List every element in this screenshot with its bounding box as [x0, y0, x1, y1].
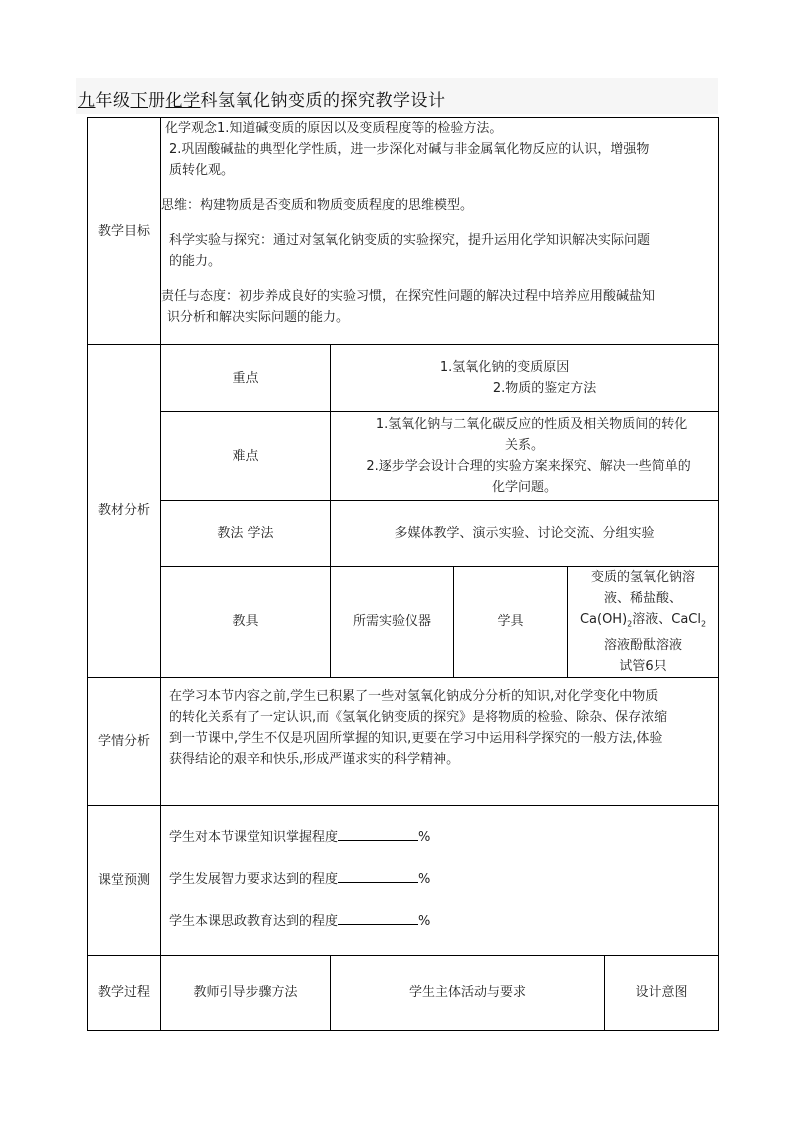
- goal-line: 科学实验与探究：通过对氢氧化钠变质的实验探究，提升运用化学知识解决实际问题 的能力。: [169, 233, 651, 269]
- student-tools-value: 变质的氢氧化钠溶 液、稀盐酸、 $Ca(OH)_2$溶液、CaCl$_2$ 溶液酚酞溶液 试管6只: [568, 567, 719, 678]
- title-text: 年级: [95, 91, 131, 111]
- fill-blank[interactable]: [338, 870, 418, 883]
- title-grade: 九: [78, 91, 96, 111]
- situation-content: 在学习本节内容之前,学生已积累了一些对氢氧化钠成分分析的知识,对化学变化中物质 的转化关系有了一定认识,而《氢氧化钠变质的探究》是将物质的检验、除杂、保存浓缩 到一节课中,学生不仅是巩固所掌握的知识,更要在学习中运用科学探究的一般方法,体验 获得结论的艰辛和快乐,形成严谨求实的科学精神。: [161, 677, 719, 805]
- page-title: [78, 86, 446, 111]
- process-col-student: 学生主体活动与要求: [331, 955, 605, 1030]
- prediction-item: 学生发展智力要求达到的程度 %: [169, 872, 431, 888]
- key-label: 重点: [161, 345, 331, 412]
- student-tools-label: 学具: [454, 567, 568, 678]
- lesson-plan-table: [87, 117, 719, 1031]
- goal-line: 思维：构建物质是否变质和物质变质程度的思维模型。: [161, 198, 474, 213]
- method-label: 教法 学法: [161, 501, 331, 567]
- fill-blank[interactable]: [338, 828, 418, 841]
- method-value: 多媒体教学、演示实验、讨论交流、分组实验: [331, 501, 719, 567]
- process-col-intent: 设计意图: [605, 955, 719, 1030]
- situation-label: 学情分析: [88, 677, 161, 805]
- material-label: 教材分析: [88, 345, 161, 678]
- goals-content: [161, 118, 719, 345]
- title-text: 册: [148, 91, 166, 111]
- prediction-label: 课堂预测: [88, 805, 161, 955]
- key-content: 1.氢氧化钠的变质原因 2.物质的鉴定方法: [331, 345, 719, 412]
- tools-value: 所需实验仪器: [331, 567, 454, 678]
- difficulty-label: 难点: [161, 412, 331, 501]
- process-label: 教学过程: [88, 955, 161, 1030]
- goal-line: 2.巩固酸碱盐的典型化学性质，进一步深化对碱与非金属氧化物反应的认识，增强物 质转化观。: [169, 142, 650, 178]
- title-subject: 化学: [165, 91, 201, 111]
- goal-line: 责任与态度：初步养成良好的实验习惯，在探究性问题的解决过程中培养应用酸碱盐知 识分析和解决实际问题的能力。: [161, 289, 656, 325]
- goal-line: 化学观念1.知道碱变质的原因以及变质程度等的检验方法。: [165, 121, 503, 136]
- difficulty-content: 1.氢氧化钠与二氧化碳反应的性质及相关物质间的转化 关系。 2.逐步学会设计合理的实验方案来探究、解决一些简单的 化学问题。: [331, 412, 719, 501]
- prediction-item: 学生本课思政教育达到的程度 %: [169, 914, 431, 930]
- goals-label: 教学目标: [88, 118, 161, 345]
- tools-label: 教具: [161, 567, 331, 678]
- fill-blank[interactable]: [338, 912, 418, 925]
- title-volume: 下: [130, 91, 148, 111]
- title-text: 科氢氧化钠变质的探究教学设计: [200, 91, 446, 111]
- prediction-content: [161, 805, 719, 955]
- process-col-teacher: 教师引导步骤方法: [161, 955, 331, 1030]
- prediction-item: 学生对本节课堂知识掌握程度 %: [169, 830, 431, 846]
